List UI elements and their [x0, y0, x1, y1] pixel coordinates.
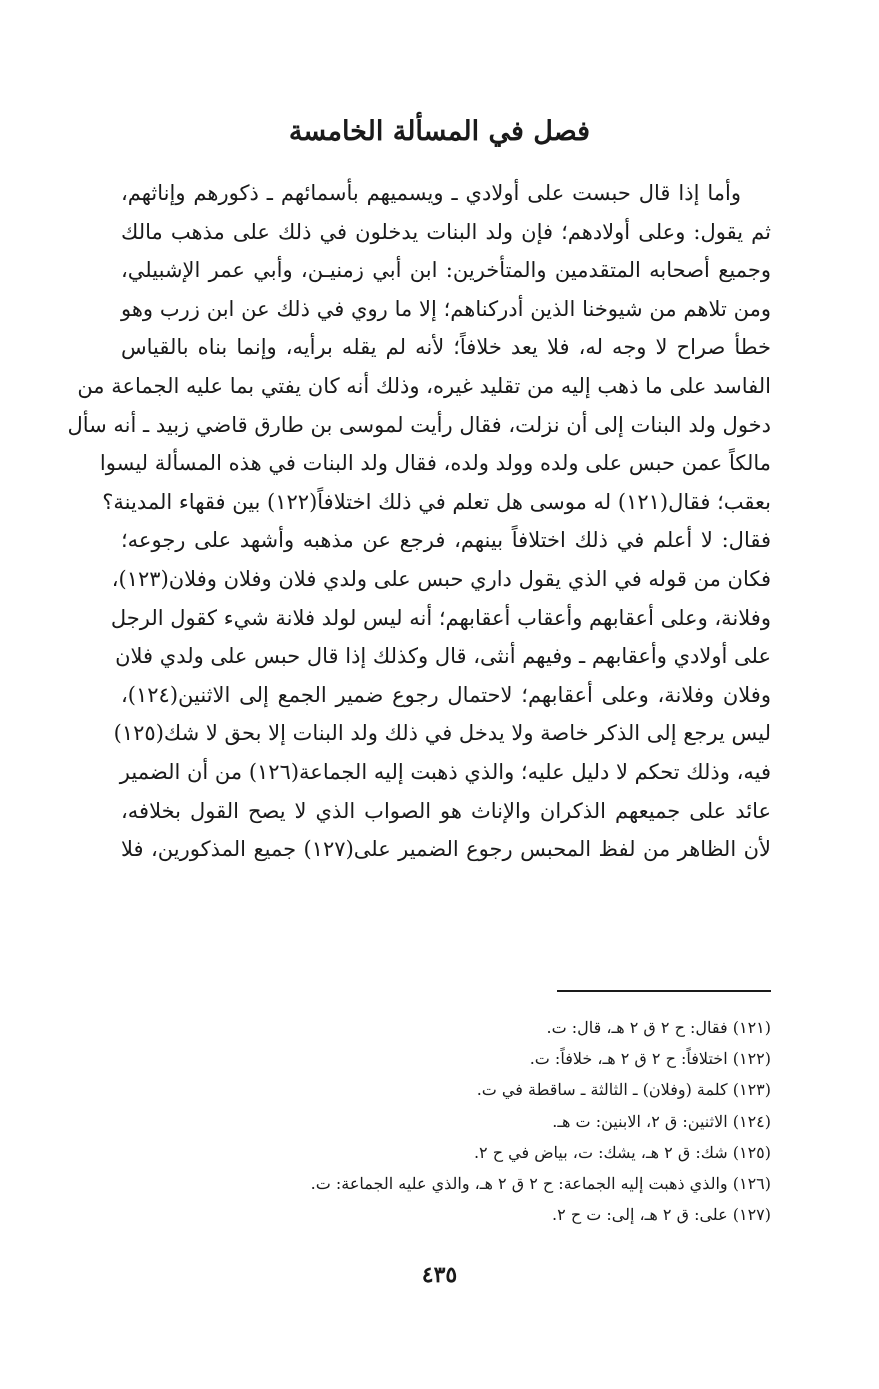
text-line: على أولادي وأعقابهم ـ وفيهم أنثى، قال وكذلك إذا قال حبس على ولدي فلان — [115, 644, 771, 669]
text-line: مالكاً عمن حبس على ولده وولد ولده، فقال ولد البنات في هذه المسألة ليسوا — [99, 451, 771, 476]
footnotes — [121, 1012, 771, 1230]
text-line: وفلانة، وعلى أعقابهم وأعقاب أعقابهم؛ أنه ليس لولد فلانة شيء كقول الرجل — [110, 605, 771, 630]
footnote: (١٢٢) اختلافاً: ح ٢ ق ٢ هـ، خلافاً: ت. — [529, 1049, 771, 1069]
text-line: وأما إذا قال حبست على أولادي ـ ويسميهم بأسمائهم ـ ذكورهم وإناثهم، — [121, 181, 741, 205]
text-line: خطأ صراح لا وجه له، فلا يعد خلافاً؛ لأنه لم يقله برأيه، وإنما بناه بالقياس — [121, 335, 771, 360]
footnote: (١٢٥) شك: ق ٢ هـ، يشك: ت، بياض في ح ٢. — [473, 1142, 771, 1162]
text-line: دخول ولد البنات إلى أن نزلت، فقال رأيت لموسى بن طارق قاضي زبيد ـ أنه سأل — [67, 412, 771, 437]
text-line: وفلان وفلانة، وعلى أعقابهم؛ لاحتمال رجوع ضمير الجمع إلى الاثنين(١٢٤)، — [121, 682, 771, 707]
main-text — [67, 174, 771, 869]
footnote: (١٢٣) كلمة (وفلان) ـ الثالثة ـ ساقطة في ت. — [476, 1080, 771, 1100]
text-line: فكان من قوله في الذي يقول داري حبس على ولدي فلان وفلان وفلان(١٢٣)، — [111, 566, 771, 591]
text-line: فقال: لا أعلم في ذلك اختلافاً بينهم، فرجع عن مذهبه وأشهد على رجوعه؛ — [121, 528, 771, 553]
text-line: عائد على جميعهم الذكران والإناث هو الصواب الذي لا يصح القول بخلافه، — [121, 798, 771, 823]
text-line: ثم يقول: وعلى أولادهم؛ فإن ولد البنات يدخلون في ذلك على مذهب مالك — [121, 219, 771, 244]
text-line: الفاسد على ما ذهب إليه من تقليد غيره، وذلك أنه كان يفتي بما عليه الجماعة من — [77, 373, 771, 398]
text-line: فيه، وذلك تحكم لا دليل عليه؛ والذي ذهبت إليه الجماعة(١٢٦) من أن الضمير — [119, 759, 771, 784]
page-number: ٤٣٥ — [421, 1262, 458, 1288]
footnote: (١٢١) فقال: ح ٢ ق ٢ هـ، قال: ت. — [546, 1018, 771, 1037]
text-line: بعقب؛ فقال(١٢١) له موسى هل تعلم في ذلك اختلافاً(١٢٢) بين فقهاء المدينة؟ — [102, 489, 771, 514]
text-line: وجميع أصحابه المتقدمين والمتأخرين: ابن أبي زمنيـن، وأبي عمر الإشبيلي، — [121, 258, 771, 283]
footnote: (١٢٤) الاثنين: ق ٢، الابنين: ت هـ. — [552, 1111, 771, 1131]
text-line: ومن تلاهم من شيوخنا الذين أدركناهم؛ إلا ما روي في ذلك عن ابن زرب وهو — [121, 296, 771, 321]
text-line: لأن الظاهر من لفظ المحبس رجوع الضمير على(١٢٧) جميع المذكورين، فلا — [121, 837, 771, 862]
footnote-separator — [557, 990, 771, 992]
text-line: ليس يرجع إلى الذكر خاصة ولا يدخل في ذلك ولد البنات إلا بحق لا شك(١٢٥) — [113, 721, 771, 746]
section-heading: فصل في المسألة الخامسة — [288, 116, 591, 147]
footnote: (١٢٧) على: ق ٢ هـ، إلى: ت ح ٢. — [552, 1205, 771, 1225]
footnote: (١٢٦) والذي ذهبت إليه الجماعة: ح ٢ ق ٢ هـ، والذي عليه الجماعة: ت. — [310, 1173, 771, 1193]
